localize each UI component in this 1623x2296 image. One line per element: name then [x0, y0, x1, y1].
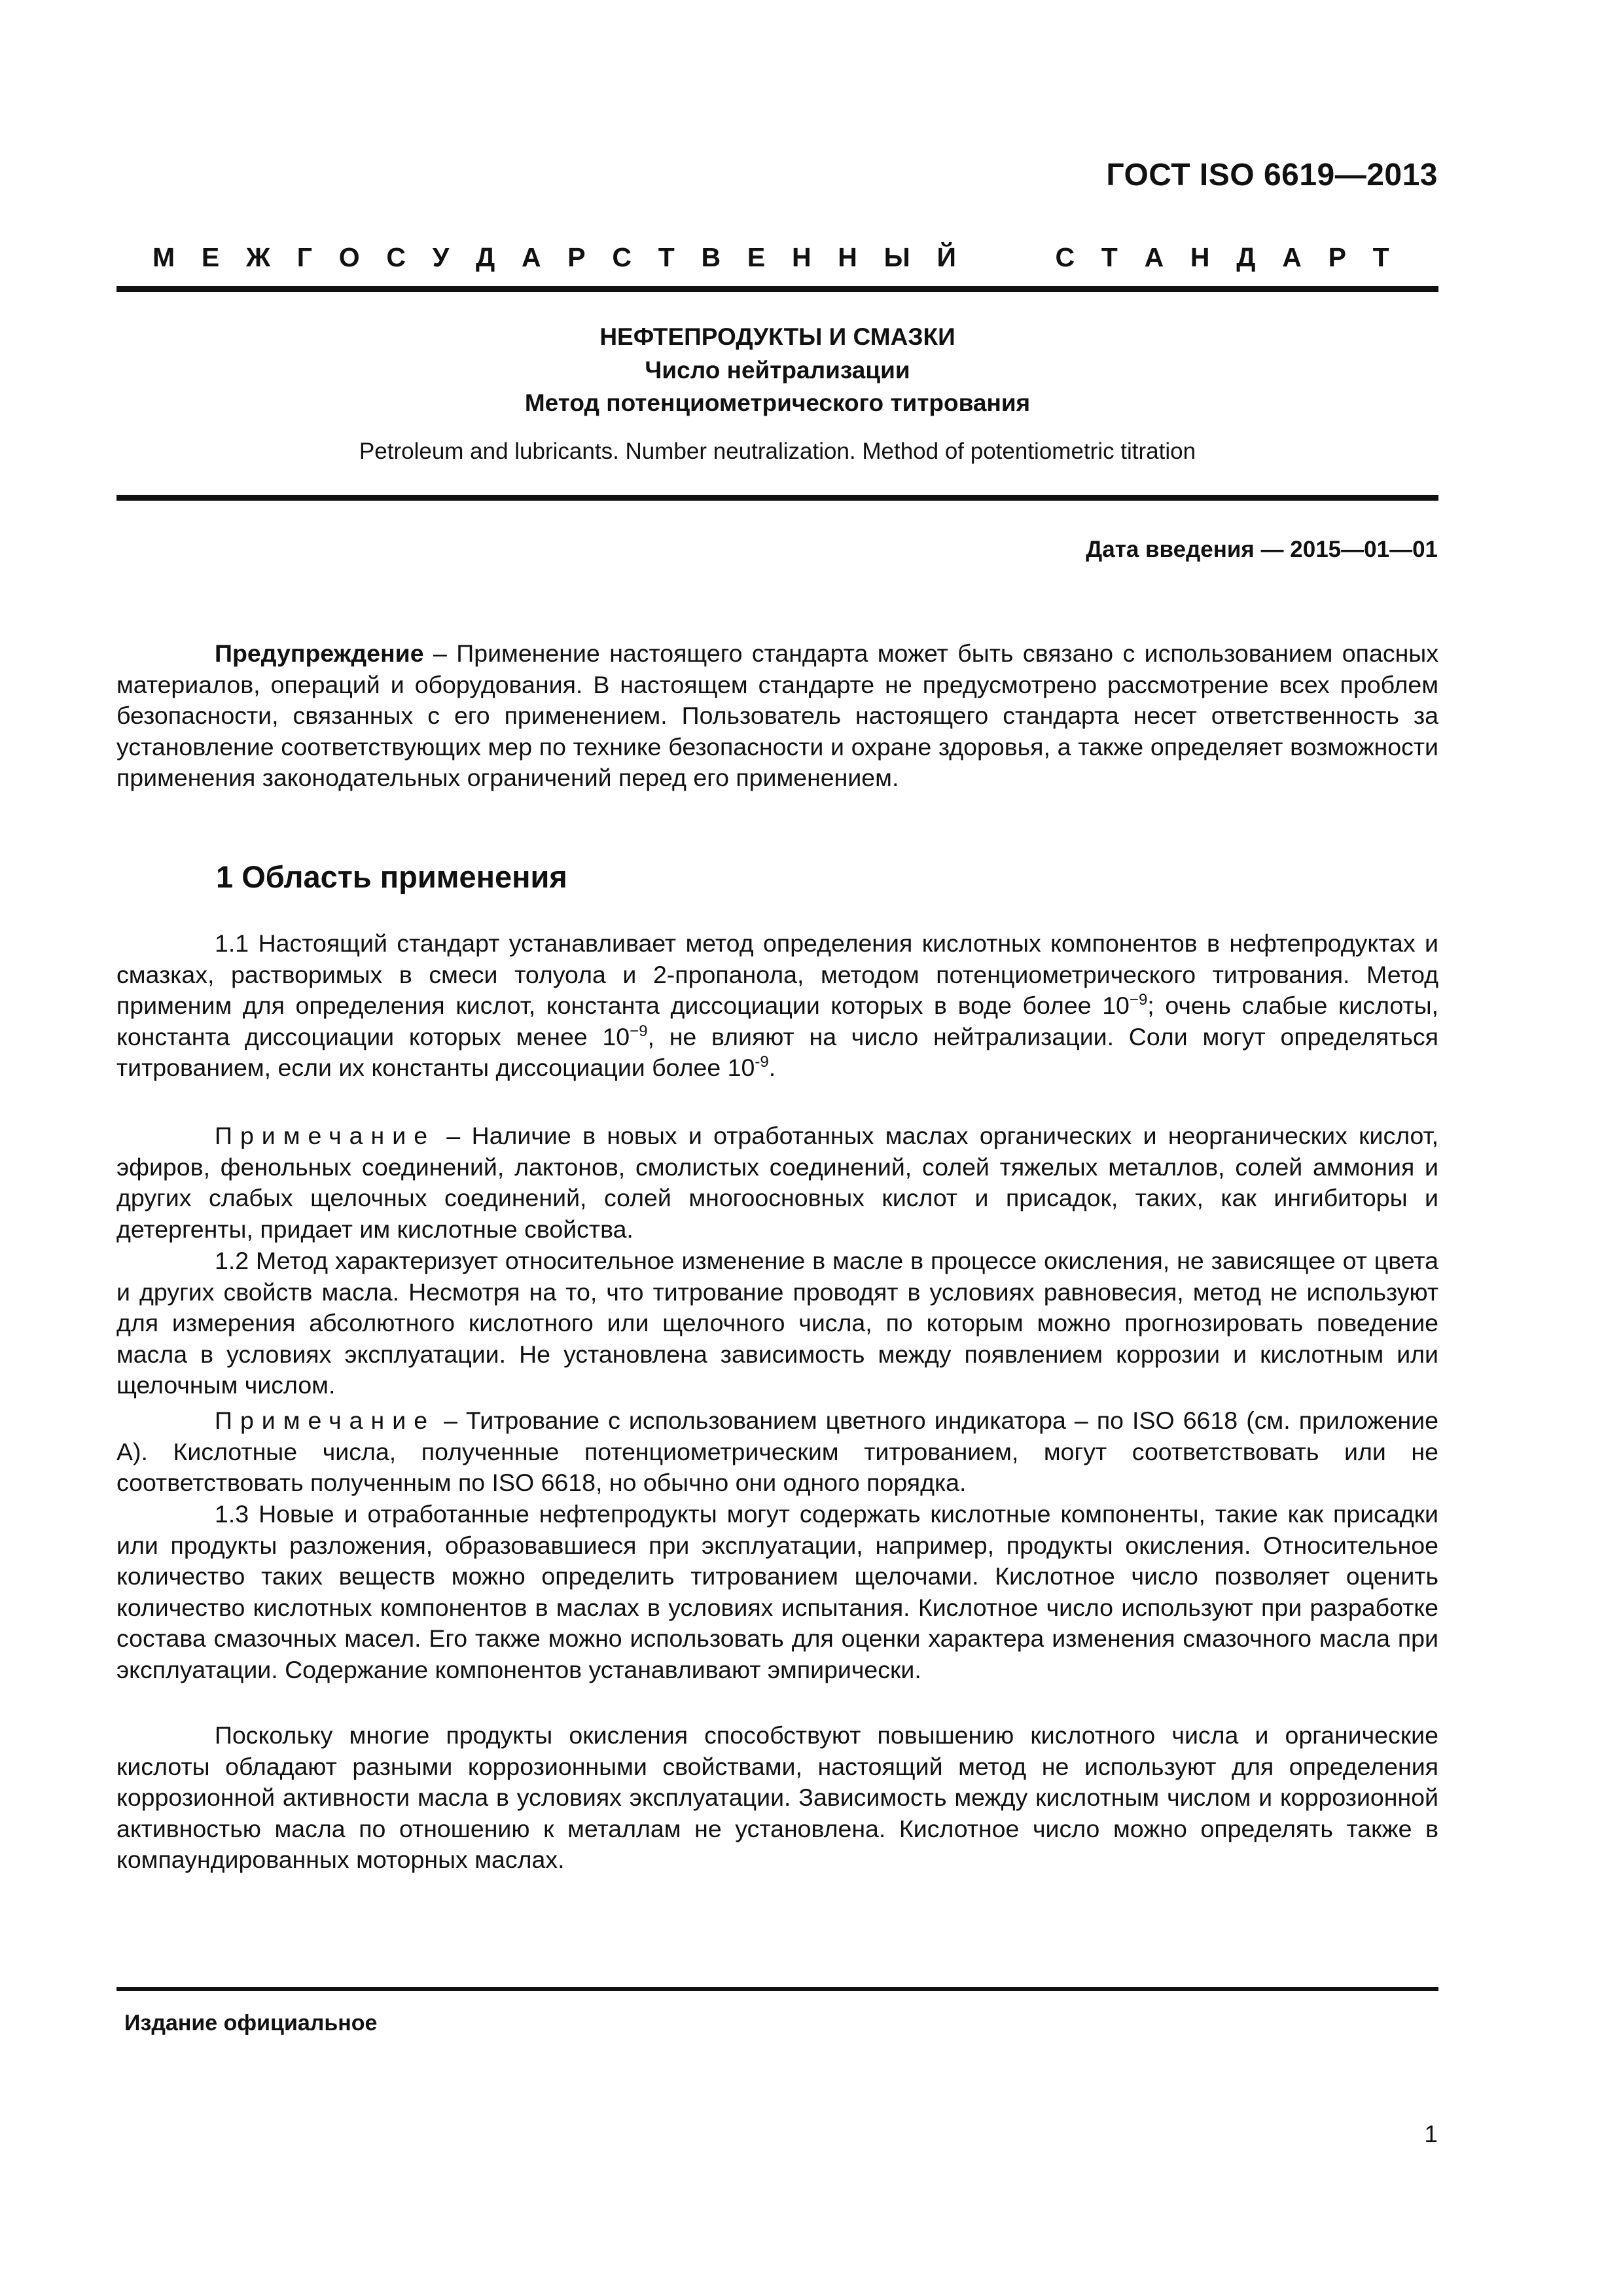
note-text: – Титрование с использованием цветного индикатора – по ISO 6618 (см. приложение А). Кислотные числа, полученные потенциометрическим титрованием, могут соответствовать или не соответствовать полученным по ISO 6618, но обычно они одного порядка.	[116, 1407, 1438, 1496]
paragraph-text: 1.1 Настоящий стандарт устанавливает метод определения кислотных компонентов в нефтепродуктах и смазках, растворимых в смеси толуола и 2-пропанола, методом потенциометрического титрования. Метод применим для определения кислот, константа диссоциации которых в воде более 10	[116, 929, 1438, 1019]
warning-label: Предупреждение	[215, 639, 424, 667]
paragraph-text: , не влияют на число нейтрализации. Соли могут определяться титрованием, если их константы диссоциации более 10	[116, 1022, 1438, 1081]
banner-letter: А	[1282, 242, 1302, 272]
banner-letter: Т	[1372, 242, 1389, 272]
paragraph-1-1	[116, 928, 1438, 1084]
banner-letter: В	[701, 242, 721, 272]
title-subtitle-2: Метод потенциометрического титрования	[524, 389, 1031, 416]
official-edition-label: Издание официальное	[124, 2011, 378, 2036]
banner-word-gap	[983, 242, 1029, 281]
page-number: 1	[1424, 2121, 1438, 2147]
banner-letter: Е	[747, 242, 766, 272]
banner-letter: Т	[1101, 242, 1118, 272]
title-main: НЕФТЕПРОДУКТЫ И СМАЗКИ	[599, 323, 955, 350]
note-label: Примечание	[215, 1407, 436, 1434]
banner-letter: У	[432, 242, 450, 272]
note-1	[116, 1121, 1438, 1245]
exponent: -9	[755, 1053, 769, 1071]
paragraph-text: ; очень слабые кислоты, константа диссоциации которых менее 10	[116, 992, 1439, 1050]
paragraph-1-2: 1.2 Метод характеризует относительное изменение в масле в процессе окисления, не зависящее от цвета и других свойств масла. Несмотря на то, что титрование проводят в условиях равновесия, метод не используют для измерения абсолютного кислотного или щелочного числа, по которым можно прогнозировать поведение масла в условиях эксплуатации. Не установлена зависимость между появлением коррозии и кислотным или щелочным числом.	[116, 1247, 1438, 1399]
banner-letter: Н	[791, 242, 812, 272]
banner-letter: Д	[1236, 242, 1256, 272]
banner-letter: А	[521, 242, 541, 272]
banner-letter: Т	[658, 242, 675, 272]
paragraph-text: .	[768, 1054, 776, 1081]
banner-letter: Ж	[245, 242, 271, 272]
header-rule	[116, 286, 1438, 292]
banner-letter: А	[1144, 242, 1164, 272]
banner-letter: М	[152, 242, 175, 272]
banner-letter: Ы	[883, 242, 910, 272]
exponent: −9	[630, 1022, 648, 1040]
header-banner	[152, 242, 1389, 281]
banner-letter: С	[612, 242, 632, 272]
paragraph-oxidation: Поскольку многие продукты окисления способствуют повышению кислотного числа и органические кислоты обладают разными коррозионными свойствами, настоящий метод не используют для определения коррозионной активности масла в условиях эксплуатации. Зависимость между кислотным числом и коррозионной активностью масла по отношению к металлам не установлена. Кислотное число можно определять также в компаундированных моторных маслах.	[116, 1721, 1438, 1873]
note-label: Примечание	[215, 1122, 436, 1149]
banner-letter: Г	[296, 242, 313, 272]
banner-letter: О	[338, 242, 360, 272]
exponent: −9	[1129, 991, 1148, 1009]
banner-letter: Н	[838, 242, 857, 272]
note-2	[116, 1405, 1438, 1499]
introduction-date: Дата введения — 2015—01—01	[1086, 537, 1438, 562]
banner-letter: С	[1055, 242, 1075, 272]
paragraph-1-3: 1.3 Новые и отработанные нефтепродукты могут содержать кислотные компоненты, такие как присадки или продукты разложения, образовавшиеся при эксплуатации, например, продукты окисления. Относительное количество таких веществ можно определить титрованием щелочами. Кислотное число позволяет оценить количество кислотных компонентов в маслах в условиях испытания. Кислотное число используют при разработке состава смазочных масел. Его также можно использовать для оценки характера изменения смазочного масла при эксплуатации. Содержание компонентов устанавливают эмпирически.	[116, 1500, 1438, 1683]
footer-rule	[116, 1987, 1438, 1991]
warning-text: – Применение настоящего стандарта может быть связано с использованием опасных материалов, операций и оборудования. В настоящем стандарте не предусмотрено рассмотрение всех проблем безопасности, связанных с его применением. Пользователь настоящего стандарта несет ответственность за установление соответствующих мер по технике безопасности и охране здоровья, а также определяет возможности применения законодательных ограничений перед его применением.	[116, 639, 1438, 791]
banner-letter: Д	[476, 242, 495, 272]
note-text: – Наличие в новых и отработанных маслах органических и неорганических кислот, эфиров, фенольных соединений, лактонов, смолистых соединений, солей тяжелых металлов, солей аммония и других слабых щелочных соединений, солей многоосновных кислот и присадок, таких, как ингибиторы и детергенты, придает им кислотные свойства.	[116, 1122, 1438, 1243]
banner-letter: Н	[1190, 242, 1210, 272]
banner-letter: Р	[1328, 242, 1346, 272]
title-subtitle-1: Число нейтрализации	[645, 357, 910, 384]
banner-letter: Е	[201, 242, 220, 272]
banner-letter: С	[386, 242, 406, 272]
title-rule	[116, 495, 1438, 501]
warning-paragraph	[116, 638, 1438, 794]
title-english: Petroleum and lubricants. Number neutralization. Method of potentiometric titration	[359, 439, 1196, 464]
document-code: ГОСТ ISO 6619—2013	[1106, 158, 1438, 192]
section-heading: 1 Область применения	[216, 859, 567, 894]
banner-letter: Р	[567, 242, 586, 272]
banner-letter: Й	[936, 242, 956, 272]
